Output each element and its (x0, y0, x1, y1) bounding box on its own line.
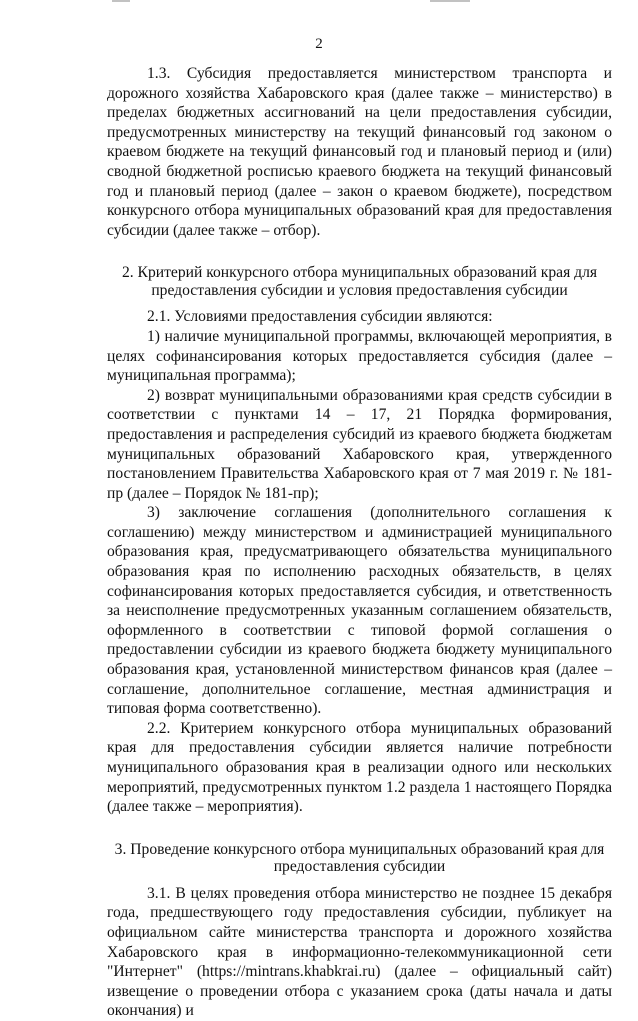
paragraph-2-1-item-3: 3) заключение соглашения (дополнительного соглашения к соглашению) между министерством и администрацией муниципального образования края, предусматривающего обязательства муниципального образования края по исполнению расходных обязательств, в целях софинансирования которых предоставляется субсидия, и ответственность за неисполнение предусмотренных указанным соглашением обязательств, оформленного в соответствии с типовой формой соглашения о предоставлении субсидии из краевого бюджета бюджету муниципального образования края, установленной министерством финансов края (далее – соглашение, дополнительное соглашение, местная администрация и типовая форма соответственно). (107, 504, 612, 718)
paragraph-3-1-text-end: (далее – официальный сайт) извещение о проведении отбора с указанием срока (даты начала и даты окончания) и (107, 963, 612, 1020)
scan-artifact (112, 0, 130, 2)
document-body (107, 64, 612, 1021)
section-heading-2: 2. Критерий конкурсного отбора муниципальных образований края для предоставления субсидии и условия предоставления субсидии (121, 264, 598, 299)
paragraph-2-1: 2.1. Условиями предоставления субсидии являются: (147, 308, 493, 326)
paragraph-3-1-text-start: 3.1. В целях проведения отбора министерство не позднее 15 декабря года, предшествующего году предоставления субсидии, публикует на официальном сайте министерства транспорта и дорожного хозяйства Хабаровского края в информационно-телекоммуникационной сети "Интернет" (107, 884, 612, 981)
paragraph-2-2: 2.2. Критерием конкурсного отбора муниципальных образований края для предоставления субсидии является наличие потребности муниципального образования края в реализации одного или нескольких мероприятий, предусмотренных пунктом 1.2 раздела 1 настоящего Порядка (далее также – мероприятия). (107, 719, 612, 816)
page-number: 2 (315, 36, 323, 52)
section-heading-3: 3. Проведение конкурсного отбора муниципальных образований края для предоставления субсидии (114, 840, 605, 876)
official-site-link[interactable]: (https://mintrans.khabkrai.ru) (196, 963, 381, 981)
paragraph-2-1-item-1: 1) наличие муниципальной программы, включающей мероприятия, в целях софинансирования которых предоставляется субсидия (далее – муниципальная программа); (107, 327, 612, 385)
scan-artifact (430, 0, 470, 2)
paragraph-3-1 (107, 884, 612, 1021)
paragraph-2-1-item-2: 2) возврат муниципальными образованиями края средств субсидии в соответствии с пунктами 14 – 17, 21 Порядка формирования, предоставления и распределения субсидий из краевого бюджета бюджетам муниципальных образований Хабаровского края, утвержденного постановлением Правительства Хабаровского края от 7 мая 2019 г. № 181-пр (далее – Порядок № 181-пр); (107, 386, 612, 502)
paragraph-1-3: 1.3. Субсидия предоставляется министерством транспорта и дорожного хозяйства Хабаровского края (далее также – министерство) в пределах бюджетных ассигнований на цели предоставления субсидии, предусмотренных министерству на текущий финансовый год законом о краевом бюджете на текущий финансовый год и плановый период и (или) сводной бюджетной росписью краевого бюджета на текущий финансовый год и плановый период (далее – закон о краевом бюджете), посредством конкурсного отбора муниципальных образований края для предоставления субсидии (далее также – отбор). (107, 65, 612, 239)
